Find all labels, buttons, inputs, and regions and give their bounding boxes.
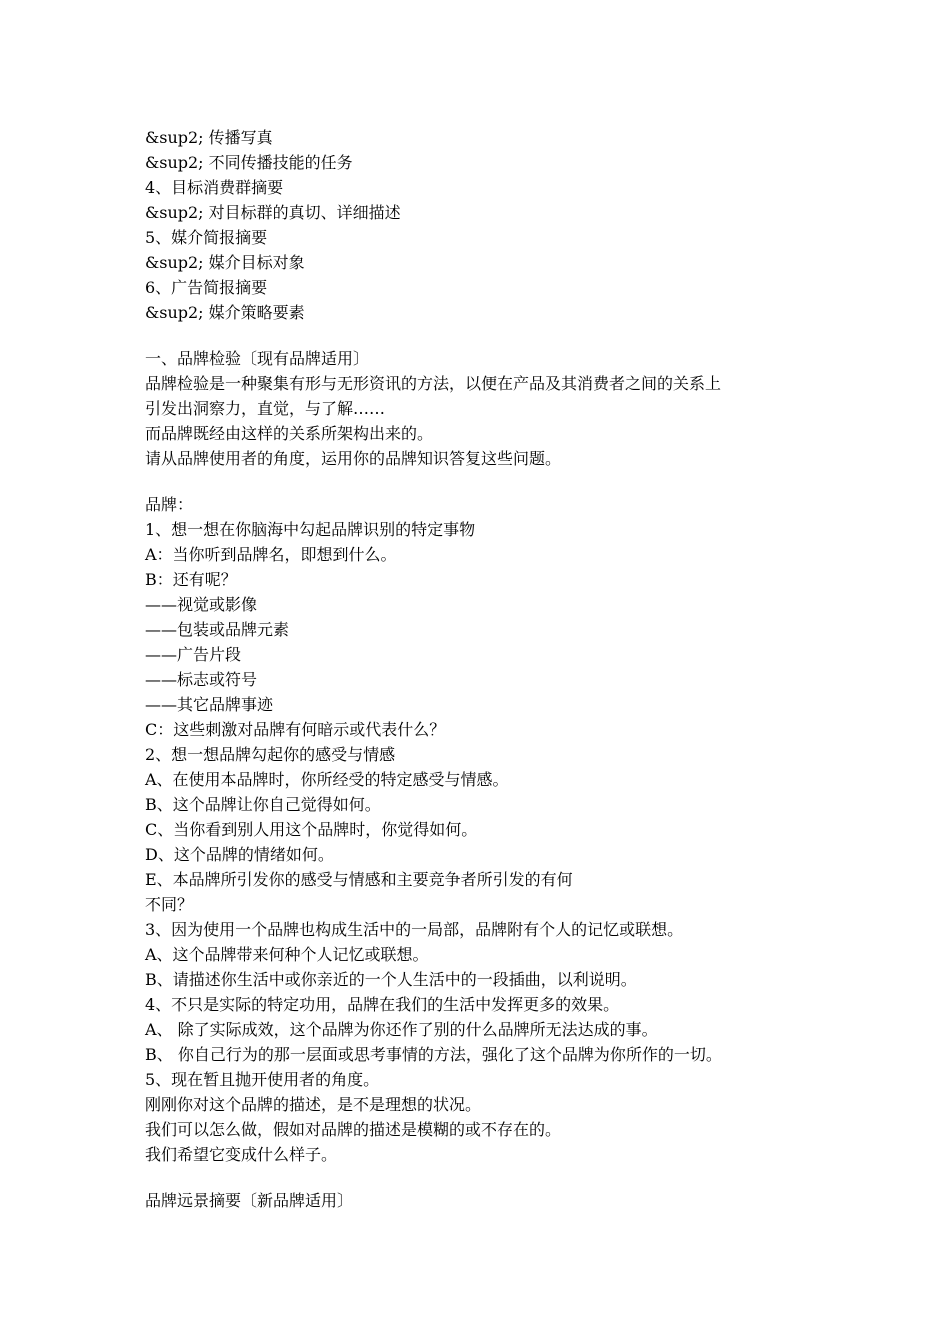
text-line: B、请描述你生活中或你亲近的一个人生活中的一段插曲，以利说明。 bbox=[145, 970, 637, 989]
section-heading: 品牌： bbox=[145, 495, 194, 514]
text-line: 4、目标消费群摘要 bbox=[145, 178, 284, 197]
text-line: &sup2; 媒介目标对象 bbox=[145, 253, 305, 272]
text-line: &sup2; 传播写真 bbox=[145, 128, 273, 147]
text-line: ——视觉或影像 bbox=[145, 595, 258, 614]
text-line: C：这些刺激对品牌有何暗示或代表什么？ bbox=[145, 720, 446, 739]
document-body bbox=[145, 125, 845, 1213]
section-heading: 品牌远景摘要〔新品牌适用〕 bbox=[145, 1191, 354, 1210]
text-line: &sup2; 对目标群的真切、详细描述 bbox=[145, 203, 401, 222]
text-line: A、在使用本品牌时，你所经受的特定感受与情感。 bbox=[145, 770, 509, 789]
paragraph-gap bbox=[145, 1167, 845, 1188]
text-line: 不同？ bbox=[145, 895, 194, 914]
text-line: 6、广告简报摘要 bbox=[145, 278, 268, 297]
paragraph-gap bbox=[145, 325, 845, 346]
text-line: ——包装或品牌元素 bbox=[145, 620, 290, 639]
text-line: 而品牌既经由这样的关系所架构出来的。 bbox=[145, 424, 434, 443]
text-line: C、当你看到别人用这个品牌时，你觉得如何。 bbox=[145, 820, 478, 839]
text-line: 1、想一想在你脑海中勾起品牌识别的特定事物 bbox=[145, 520, 476, 539]
text-line: B、 你自己行为的那一层面或思考事情的方法，强化了这个品牌为你所作的一切。 bbox=[145, 1045, 722, 1064]
text-line: 3、因为使用一个品牌也构成生活中的一局部，品牌附有个人的记忆或联想。 bbox=[145, 920, 684, 939]
text-line: A、这个品牌带来何种个人记忆或联想。 bbox=[145, 945, 429, 964]
text-line: 2、想一想品牌勾起你的感受与情感 bbox=[145, 745, 396, 764]
text-line: ——其它品牌事迹 bbox=[145, 695, 274, 714]
text-line: 5、现在暂且抛开使用者的角度。 bbox=[145, 1070, 380, 1089]
text-line: 引发出洞察力，直觉，与了解…… bbox=[145, 399, 386, 418]
text-line: 5、媒介简报摘要 bbox=[145, 228, 268, 247]
text-line: 我们希望它变成什么样子。 bbox=[145, 1145, 338, 1164]
text-line: &sup2; 不同传播技能的任务 bbox=[145, 153, 353, 172]
section-heading: 一、品牌检验〔现有品牌适用〕 bbox=[145, 349, 370, 368]
text-line: 刚刚你对这个品牌的描述，是不是理想的状况。 bbox=[145, 1095, 482, 1114]
text-line: 我们可以怎么做，假如对品牌的描述是模糊的或不存在的。 bbox=[145, 1120, 562, 1139]
text-line: B：还有呢？ bbox=[145, 570, 237, 589]
text-line: ——标志或符号 bbox=[145, 670, 258, 689]
paragraph-gap bbox=[145, 471, 845, 492]
text-line: 4、不只是实际的特定功用，品牌在我们的生活中发挥更多的效果。 bbox=[145, 995, 620, 1014]
text-line: &sup2; 媒介策略要素 bbox=[145, 303, 305, 322]
text-line: 品牌检验是一种聚集有形与无形资讯的方法，以便在产品及其消费者之间的关系上 bbox=[145, 374, 722, 393]
text-line: E、本品牌所引发你的感受与情感和主要竞争者所引发的有何 bbox=[145, 870, 573, 889]
text-line: B、这个品牌让你自己觉得如何。 bbox=[145, 795, 381, 814]
text-line: D、这个品牌的情绪如何。 bbox=[145, 845, 334, 864]
text-line: A：当你听到品牌名，即想到什么。 bbox=[145, 545, 397, 564]
text-line: 请从品牌使用者的角度，运用你的品牌知识答复这些问题。 bbox=[145, 449, 562, 468]
text-line: A、 除了实际成效，这个品牌为你还作了别的什么品牌所无法达成的事。 bbox=[145, 1020, 658, 1039]
text-line: ——广告片段 bbox=[145, 645, 242, 664]
